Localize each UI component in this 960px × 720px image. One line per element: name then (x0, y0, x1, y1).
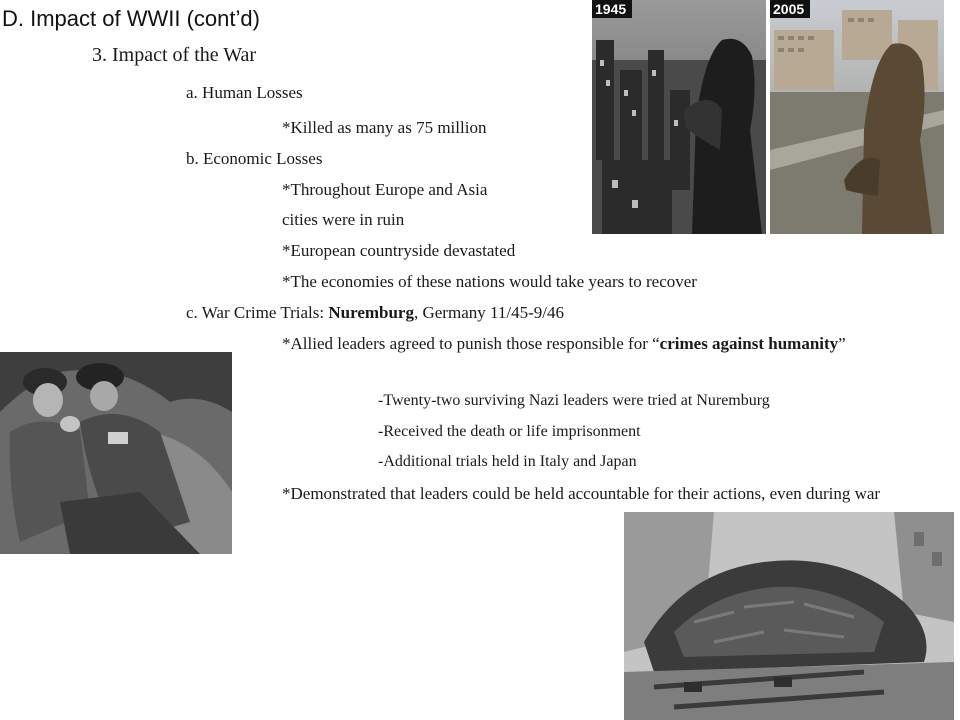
point-ruin-line2: cities were in ruin (282, 210, 405, 229)
point-accountable: *Demonstrated that leaders could be held accountable for their actions, even during war (282, 484, 881, 503)
allied-prefix: *Allied leaders agreed to punish those responsible for “ (282, 334, 660, 353)
label-1945: 1945 (595, 1, 627, 17)
heading-economic-losses: b. Economic Losses (186, 149, 323, 168)
sub-death-life: -Received the death or life imprisonment (378, 423, 641, 440)
heading-trials-bold: Nuremburg (328, 303, 414, 322)
slide-title: D. Impact of WWII (cont’d) (2, 6, 260, 31)
heading-war-crime-trials (186, 303, 564, 323)
heading-human-losses: a. Human Losses (186, 83, 303, 102)
point-ruin-line1: *Throughout Europe and Asia (282, 180, 488, 199)
sub-additional-trials: -Additional trials held in Italy and Japan (378, 453, 637, 470)
allied-suffix: ” (838, 334, 846, 353)
label-2005: 2005 (773, 1, 805, 17)
point-allied-leaders (282, 332, 894, 356)
heading-trials-prefix: c. War Crime Trials: (186, 303, 329, 322)
section-heading: 3. Impact of the War (92, 44, 257, 66)
point-countryside: *European countryside devastated (282, 241, 516, 260)
point-killed: *Killed as many as 75 million (282, 118, 487, 137)
berlin-comparison-photo (592, 0, 944, 234)
point-economies: *The economies of these nations would take years to recover (282, 272, 697, 291)
heading-trials-suffix: , Germany 11/45-9/46 (413, 303, 564, 322)
soldiers-photo (0, 352, 232, 554)
allied-bold: crimes against humanity (659, 334, 839, 353)
sub-twenty-two: -Twenty-two surviving Nazi leaders were tried at Nuremburg (378, 392, 770, 409)
ruins-photo (624, 512, 954, 720)
